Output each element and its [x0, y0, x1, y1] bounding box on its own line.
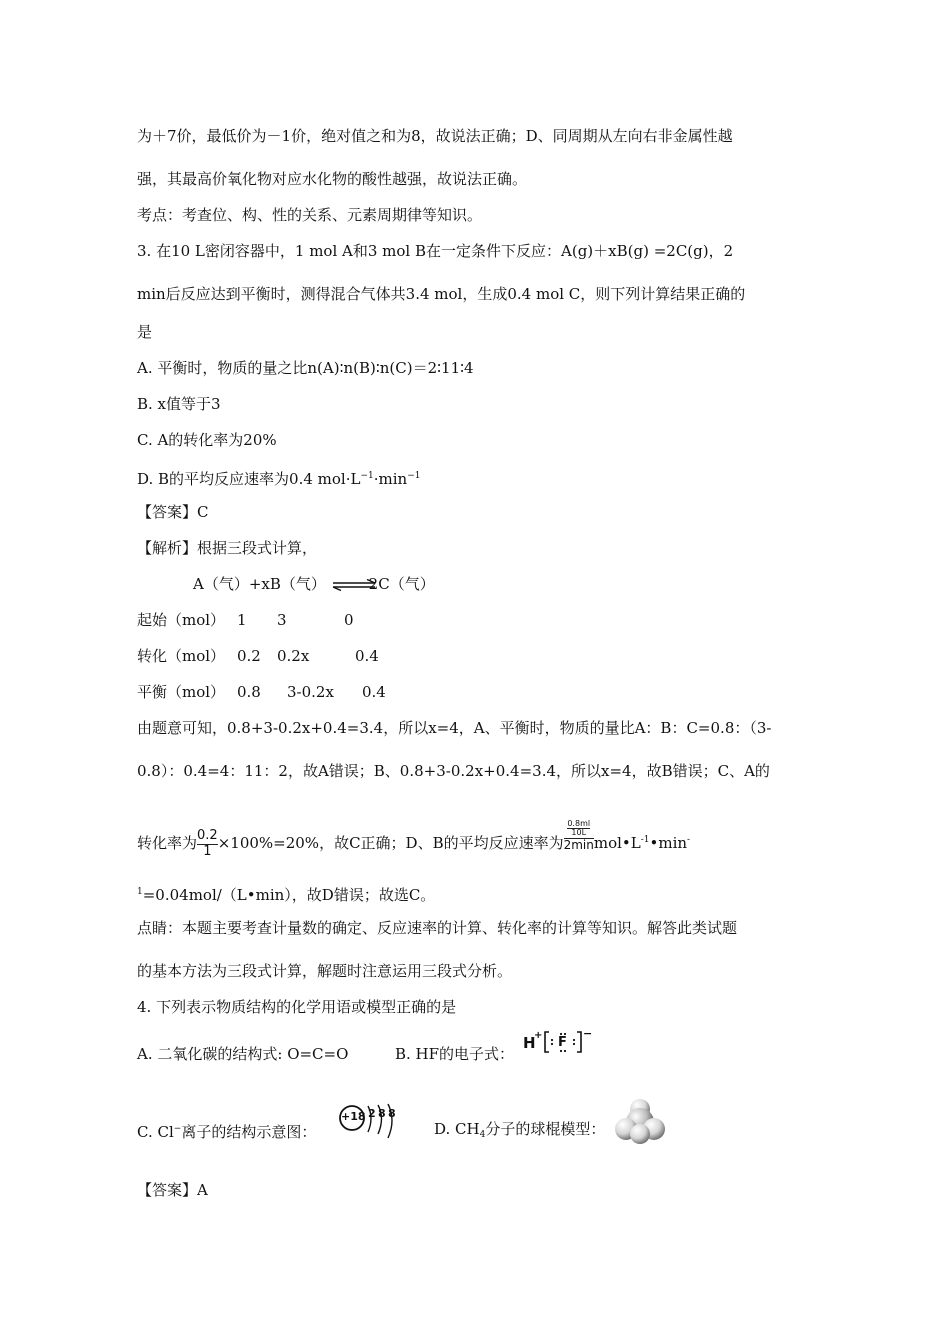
- option-d-text: D. B的平均反应速率为0.4 mol·L: [137, 470, 361, 488]
- table-row: [137, 646, 225, 666]
- option-a: A. 平衡时，物质的量之比n(A)∶n(B)∶n(C)＝2∶11∶4: [137, 359, 474, 377]
- explanation-text: =0.04mol/（L•min），故D错误；故选C。: [142, 886, 436, 904]
- explanation-line: [137, 882, 435, 905]
- superscript: -1: [640, 835, 650, 845]
- option-d: [137, 466, 420, 489]
- option-d-text: ·min: [373, 470, 408, 488]
- table-cell: 1: [237, 611, 247, 629]
- hf-f-symbol: F: [558, 1035, 567, 1050]
- table-row: [137, 682, 225, 702]
- answer-label: 【答案】A: [137, 1181, 208, 1199]
- note-line: 点睛：本题主要考查计量数的确定、反应速率的计算、转化率的计算等知识。解答此类试题: [137, 919, 738, 937]
- explanation-text: 转化率为: [137, 834, 198, 852]
- option-c: C. A的转化率为20%: [137, 431, 277, 449]
- paragraph-line: 考点：考查位、构、性的关系、元素周期律等知识。: [137, 206, 483, 224]
- shell-electrons: 8: [388, 1107, 396, 1120]
- q4-option-c-text: C. Cl: [137, 1123, 174, 1141]
- q4-option-d: [434, 1119, 605, 1145]
- q4-option-b: B. HF的电子式：: [395, 1045, 515, 1063]
- hf-electron-formula: [523, 1027, 593, 1056]
- row-label: 转化（mol）: [137, 647, 226, 665]
- hf-minus-sign: −: [583, 1027, 593, 1040]
- superscript: −1: [360, 471, 374, 481]
- q4-option-d-text: 分子的球棍模型：: [485, 1120, 606, 1138]
- superscript: -: [687, 835, 691, 845]
- fraction-numerator: 0.8ml: [567, 818, 591, 828]
- fraction-denominator: 10L: [571, 828, 587, 838]
- explanation-text: mol•L: [593, 834, 641, 852]
- question-3-line: 是: [137, 323, 153, 341]
- explanation-line: 由题意可知，0.8+3-0.2x+0.4=3.4，所以x=4，A、平衡时，物质的量比A：B：C=0.8：（3-: [137, 719, 772, 737]
- nucleus-charge: +18: [341, 1110, 366, 1123]
- explanation-line: 0.8）：0.4=4：11：2，故A错误；B、0.8+3-0.2x+0.4=3.4，所以x=4，故B错误；C、A的: [137, 762, 770, 780]
- q4-option-c: [137, 1119, 316, 1142]
- row-label: 起始（mol）: [137, 611, 226, 629]
- explanation-line: [137, 820, 690, 863]
- row-label: 平衡（mol）: [137, 683, 226, 701]
- q4-option-a: A. 二氧化碳的结构式: O=C=O: [137, 1045, 349, 1063]
- paragraph-line: 强，其最高价氧化物对应水化物的酸性越强，故说法正确。: [137, 170, 528, 188]
- paragraph-line: 为＋7价，最低价为－1价，绝对值之和为8，故说法正确；D、同周期从左向右非金属性越: [137, 127, 733, 145]
- reaction-left: A（气）+xB（气）: [193, 575, 326, 593]
- shell-electrons: 8: [378, 1107, 386, 1120]
- option-b: B. x值等于3: [137, 395, 221, 413]
- superscript: 1: [137, 887, 143, 897]
- table-cell: 0.8: [237, 683, 261, 701]
- question-3-line: min后反应达到平衡时，测得混合气体共3.4 mol，生成0.4 mol C，则下列计算结果正确的: [137, 285, 746, 303]
- superscript: −: [173, 1124, 182, 1134]
- analysis-intro: 【解析】根据三段式计算，: [137, 539, 318, 557]
- question-3-line: 3. 在10 L密闭容器中，1 mol A和3 mol B在一定条件下反应：A(g)＋xB(g) =2C(g)，2: [137, 242, 734, 260]
- table-cell: 3-0.2x: [287, 683, 334, 701]
- hf-h-symbol: H: [523, 1034, 536, 1052]
- q4-option-d-text: D. CH: [434, 1120, 480, 1138]
- shell-electrons: 2: [368, 1107, 376, 1120]
- answer-label: 【答案】C: [137, 503, 209, 521]
- table-cell: 0: [344, 611, 354, 629]
- note-line: 的基本方法为三段式计算，解题时注意运用三段式分析。: [137, 962, 513, 980]
- explanation-text: ×100%=20%，故C正确；D、B的平均反应速率为: [217, 834, 564, 852]
- table-cell: 0.4: [362, 683, 386, 701]
- fraction-denominator: 2min: [563, 838, 594, 853]
- fraction-numerator: [564, 820, 594, 839]
- compound-fraction: [564, 820, 594, 853]
- table-row: [137, 610, 225, 630]
- inner-fraction: [567, 820, 590, 839]
- hf-plus-sign: +: [534, 1030, 543, 1041]
- ch4-ball-model-icon: [614, 1099, 666, 1145]
- subscript: 4: [479, 1130, 486, 1140]
- table-cell: 0.2x: [277, 647, 310, 665]
- cl-ion-structure-diagram: [338, 1100, 402, 1144]
- reaction-right: 2C（气）: [368, 575, 435, 593]
- table-cell: 3: [277, 611, 287, 629]
- fraction: [197, 829, 218, 859]
- fraction-denominator: 1: [203, 843, 212, 859]
- q4-option-c-text: 离子的结构示意图：: [181, 1123, 317, 1141]
- table-cell: 0.2: [237, 647, 261, 665]
- question-4: 4. 下列表示物质结构的化学用语或模型正确的是: [137, 998, 457, 1016]
- explanation-text: •min: [649, 834, 688, 852]
- superscript: −1: [407, 471, 421, 481]
- reaction-equation: [193, 574, 435, 594]
- fraction-numerator: 0.2: [197, 828, 218, 844]
- table-cell: 0.4: [355, 647, 379, 665]
